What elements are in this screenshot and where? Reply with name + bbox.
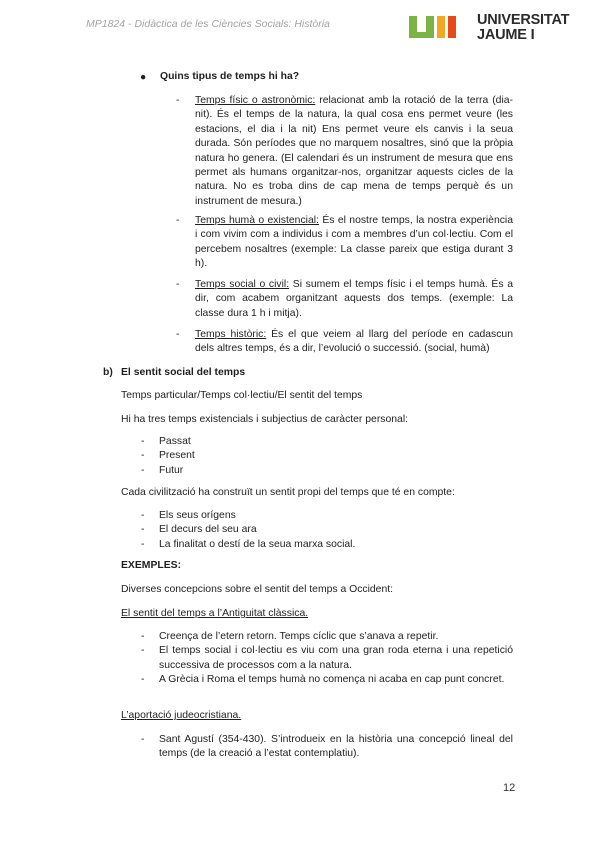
time-type-text: relacionat amb la rotació de la terra (dia-nit). És el temps de la natura, la qual cosa ens permet veure (les estacions, el dia i la nit) Ens permet veure els canvis i la seua durada. Són períodes que no marquem nosaltres, sinó que la pròpia natura ho genera. (El calendari és un instrument de mesura que ens permet als humans organitzar-nos, organitzar aquests cicles de la natura. No es troba dins de cap mena de temps perquè és un instrument de mesura.) [195,95,513,207]
time-type-term: Temps social o civil: [195,279,290,290]
section-b-letter: b) [103,367,113,378]
types-of-time-heading: Quins tipus de temps hi ha? [160,71,300,82]
university-logo [407,12,577,46]
antiquity-heading: El sentit del temps a l’Antiguitat clàssica. [121,608,309,619]
list-item: - Sant Agustí (354-430). S’introdueix en la història una concepció lineal del temps (de la creació a l’estat contemplatiu). [141,734,513,760]
section-b-heading: El sentit social del temps [121,367,246,378]
logo-line-2: JAUME I [477,27,535,43]
examples-label: EXEMPLES: [121,560,182,571]
antiquity-list [141,630,513,688]
list-item: - Creença de l’etern retorn. Temps cíclic que s’anava a repetir. [141,631,439,642]
time-type-text: Si sumem el temps físic i el temps humà. És a dir, com acabem organitzant aquests dos temps. (exemple: La classe dura 1 h i mitja). [195,279,513,319]
list-item: - Futur [141,464,184,476]
time-type-text: És el nostre temps, la nostra experiència i com vivim com a individus i com a membres d’un col·lectiu. Com el percebem nosaltres (exemple: La classe pareix que estiga durant 3 h). [195,215,514,270]
list-item: - La finalitat o destí de la seua marxa social. [141,538,356,550]
judeo-list [141,733,513,762]
logo-line-1: UNIVERSITAT [477,12,570,28]
header-course-title: MP1824 - Didàctica de les Ciències Socials: Història [86,18,330,30]
page-number: 12 [503,782,516,794]
section-b-line-2: Hi ha tres temps existencials i subjectius de caràcter personal: [121,414,409,425]
list-item: - El temps social i col·lectiu es viu com una gran roda eterna i una repetició successiva de processos com a la natura. [141,645,513,671]
existential-times-list [141,435,195,478]
time-type-item: - Temps històric: És el que veiem al llarg del període en cadascun dels altres temps, és a dir, l’evolució o successió. (social, humà) [176,329,513,355]
section-b-line-1: Temps particular/Temps col·lectiu/El sentit del temps [121,390,363,401]
bullet-dot-icon: ● [140,72,147,83]
judeo-heading: L’aportació judeocristiana. [121,710,242,721]
time-type-item: - Temps físic o astronòmic: relacionat amb la rotació de la terra (dia-nit). És el temps de la natura, la qual cosa ens permet veure (les estacions, el dia i la nit) Ens permet veure els canvis i la seua durada. Són períodes que no marquem nosaltres, sinó que la pròpia natura ho genera. (El calendari és un instrument de mesura que ens permet als humans organitzar-nos, organitzar aquests cicles de la natura. No es troba dins de cap mena de temps perquè és un instrument de mesura.) [176,95,513,207]
time-type-item: - Temps humà o existencial: És el nostre temps, la nostra experiència i com vivim com a individus i com a membres d’un col·lectiu. Com el percebem nosaltres (exemple: La classe pareix que estiga durant 3 h). [176,215,514,270]
examples-intro: Diverses concepcions sobre el sentit del temps a Occident: [121,584,394,595]
list-item: - Passat [141,436,191,447]
logo-wordmark [477,13,569,43]
section-b-line-3: Cada civilització ha construït un sentit propi del temps que té en compte: [121,487,455,498]
time-type-term: Temps històric: [195,329,267,340]
uji-logo-icon [407,12,471,46]
list-item: - Els seus orígens [141,510,236,521]
civilization-list [141,509,355,552]
list-item: - A Grècia i Roma el temps humà no comença ni acaba en cap punt concret. [141,674,505,686]
list-item: - El decurs del seu ara [141,524,257,536]
time-type-text: És el que veiem al llarg del període en cadascun dels altres temps, és a dir, l’evolució o successió. (social, humà) [195,329,513,355]
time-type-item: - Temps social o civil: Si sumem el temps físic i el temps humà. És a dir, com acabem organitzant aquests dos temps. (exemple: La classe dura 1 h i mitja). [176,279,513,319]
time-type-term: Temps físic o astronòmic: [195,95,316,106]
time-type-term: Temps humà o existencial: [195,215,319,226]
list-item: - Present [141,450,195,462]
